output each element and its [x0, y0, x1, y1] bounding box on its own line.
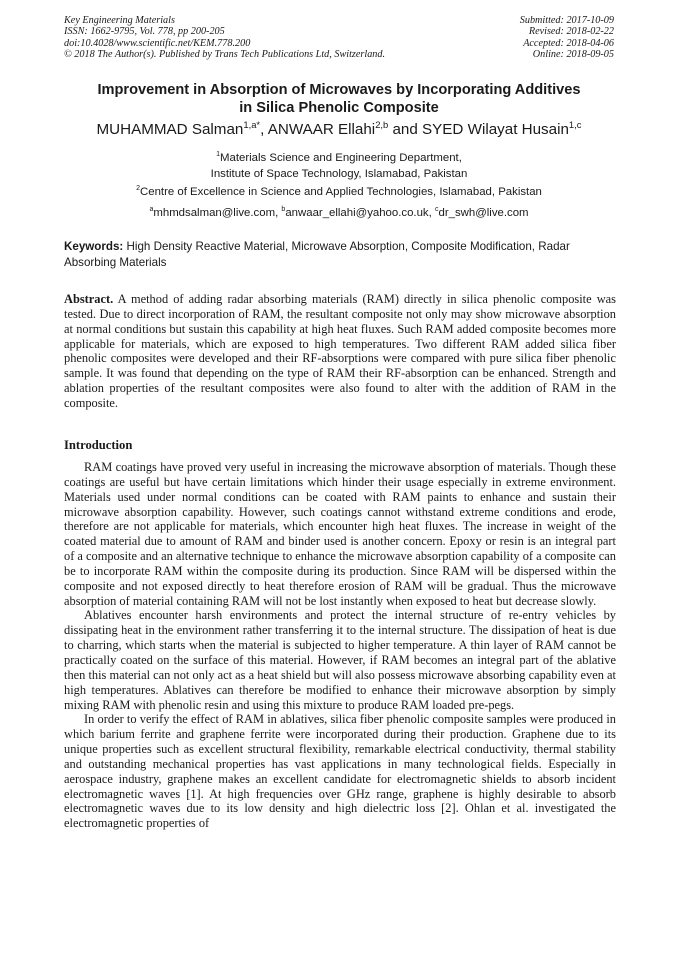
- publication-dates: [414, 15, 614, 61]
- email-address[interactable]: anwaar_ellahi@yahoo.co.uk,: [285, 207, 435, 219]
- affiliation-mark: 1: [216, 151, 221, 159]
- email-mark: c: [434, 206, 439, 214]
- date-submitted: Submitted: 2017-10-09: [519, 15, 614, 26]
- affiliation-department: Materials Science and Engineering Department,: [220, 152, 462, 164]
- author-separator: and: [388, 121, 423, 138]
- journal-name: Key Engineering Materials: [64, 15, 175, 26]
- paragraph: RAM coatings have proved very useful in increasing the microwave absorption of materials. Though these coatings are useful but have certain limitations which hinder their usage especially in extreme environment. Materials used under normal conditions can be coated with RAM paints to enhance and sustain their microwave absorption capability. However, such coatings cannot withstand extreme conditions and erode, therefore are not applicable for materials, which encounter high heat fluxes. The increase in weight of the coated material due to amount of RAM and binder used is another concern. Epoxy or resin is an integral part of a composite and an alternative technique to enhance the microwave absorption capability of a composite can be to incorporate RAM within the composite during its production. Since RAM will be dispersed within the composite and not exposed directly to heat therefore erosion of RAM will be gradual. Thus the microwave absorption of material containing RAM will not be lost instantly when exposed to heat but decrease slowly.: [64, 460, 616, 608]
- section-heading-introduction: Introduction: [64, 438, 133, 452]
- journal-doi: doi:10.4028/www.scientific.net/KEM.778.200: [64, 37, 251, 49]
- affiliation-mark: 2: [136, 185, 141, 193]
- paragraph: In order to verify the effect of RAM in ablatives, silica fiber phenolic composite samples were produced in which barium ferrite and graphene ferrite were incorporated during their production. Graphene due to its unique properties such as excellent structural flexibility, remarkable electrical conductivity, thermal stability and outstanding mechanical properties has vast applications in many technological fields. Especially in aerospace industry, graphene makes an excellent candidate for electromagnetic shields to absorb incident electromagnetic waves [1]. At high frequencies over GHz range, graphene is highly desirable to absorb electromagnetic waves due to its low density and high dielectric loss [2]. Ohlan et al. investigated the electromagnetic properties of: [64, 712, 616, 831]
- title-line-2: in Silica Phenolic Composite: [239, 100, 439, 116]
- author-name: ANWAAR Ellahi: [267, 121, 376, 138]
- journal-info: [64, 15, 444, 61]
- author-name: SYED Wilayat Husain: [422, 121, 569, 138]
- abstract: [64, 292, 616, 411]
- journal-copyright: © 2018 The Author(s). Published by Trans Tech Publications Ltd, Switzerland.: [64, 49, 386, 61]
- paper-title: [50, 81, 628, 117]
- date-revised: Revised: 2018-02-22: [528, 26, 614, 38]
- affiliation-1: [40, 150, 638, 182]
- author-emails: [40, 205, 638, 221]
- author-affiliation-mark: 1,c: [568, 118, 582, 130]
- title-line-1: Improvement in Absorption of Microwaves by Incorporating Additives: [97, 82, 581, 98]
- keywords-label: Keywords:: [64, 240, 124, 253]
- keywords-text: High Density Reactive Material, Microwave Absorption, Composite Modification, Radar Absorbing Materials: [64, 240, 570, 269]
- author-list: [30, 118, 648, 139]
- author-affiliation-mark: 2,b: [375, 118, 389, 130]
- paragraph: Ablatives encounter harsh environments and protect the internal structure of re-entry vehicles by dissipating heat in the environment rather transferring it to the internal structure. The dissipation of heat is due to charring, which starts when the material is subjected to higher temperature. A thin layer of RAM cannot be practically coated on the surface of this material. However, if RAM becomes an integral part of the ablative then this material can not only act as a heat shield but will also possess microwave absorbing capability even at high temperatures. Ablatives can therefore be modified to enhance their microwave absorption by simply mixing RAM with phenolic resin and using this mixture to produce RAM loaded pre-pegs.: [64, 608, 616, 712]
- author-name: MUHAMMAD Salman: [96, 121, 244, 138]
- introduction-body: [64, 460, 616, 831]
- abstract-label: Abstract.: [64, 292, 114, 306]
- affiliation-centre: Centre of Excellence in Science and Applied Technologies, Islamabad, Pakistan: [140, 186, 542, 198]
- email-mark: a: [149, 206, 154, 214]
- email-address[interactable]: mhmdsalman@live.com,: [153, 207, 282, 219]
- affiliation-institute: Institute of Space Technology, Islamabad, Pakistan: [210, 168, 468, 180]
- date-online: Online: 2018-09-05: [532, 49, 614, 61]
- abstract-text: A method of adding radar absorbing materials (RAM) directly in silica phenolic composite was tested. Due to direct incorporation of RAM, the resultant composite not only may show microwave absorption at normal conditions but sustain this capability at high heat fluxes. Such RAM added composite becomes more applicable for materials, which are exposed to high temperatures. Two different RAM added silica fiber phenolic composites were developed and their RF-absorptions were compared with pure silica fiber phenolic sample. It was found that depending on the type of RAM their RF-absorption can be enhanced. Strength and ablation properties of the resultant composites were also found to alter with the addition of RAM in the composite.: [64, 292, 616, 410]
- date-accepted: Accepted: 2018-04-06: [523, 37, 614, 49]
- keywords: [64, 239, 616, 271]
- journal-issn: ISSN: 1662-9795, Vol. 778, pp 200-205: [64, 26, 225, 38]
- email-address[interactable]: dr_swh@live.com: [438, 207, 529, 219]
- email-mark: b: [281, 206, 286, 214]
- author-separator: ,: [260, 121, 268, 138]
- affiliation-2: [40, 184, 638, 200]
- author-affiliation-mark: 1,a*: [243, 118, 261, 130]
